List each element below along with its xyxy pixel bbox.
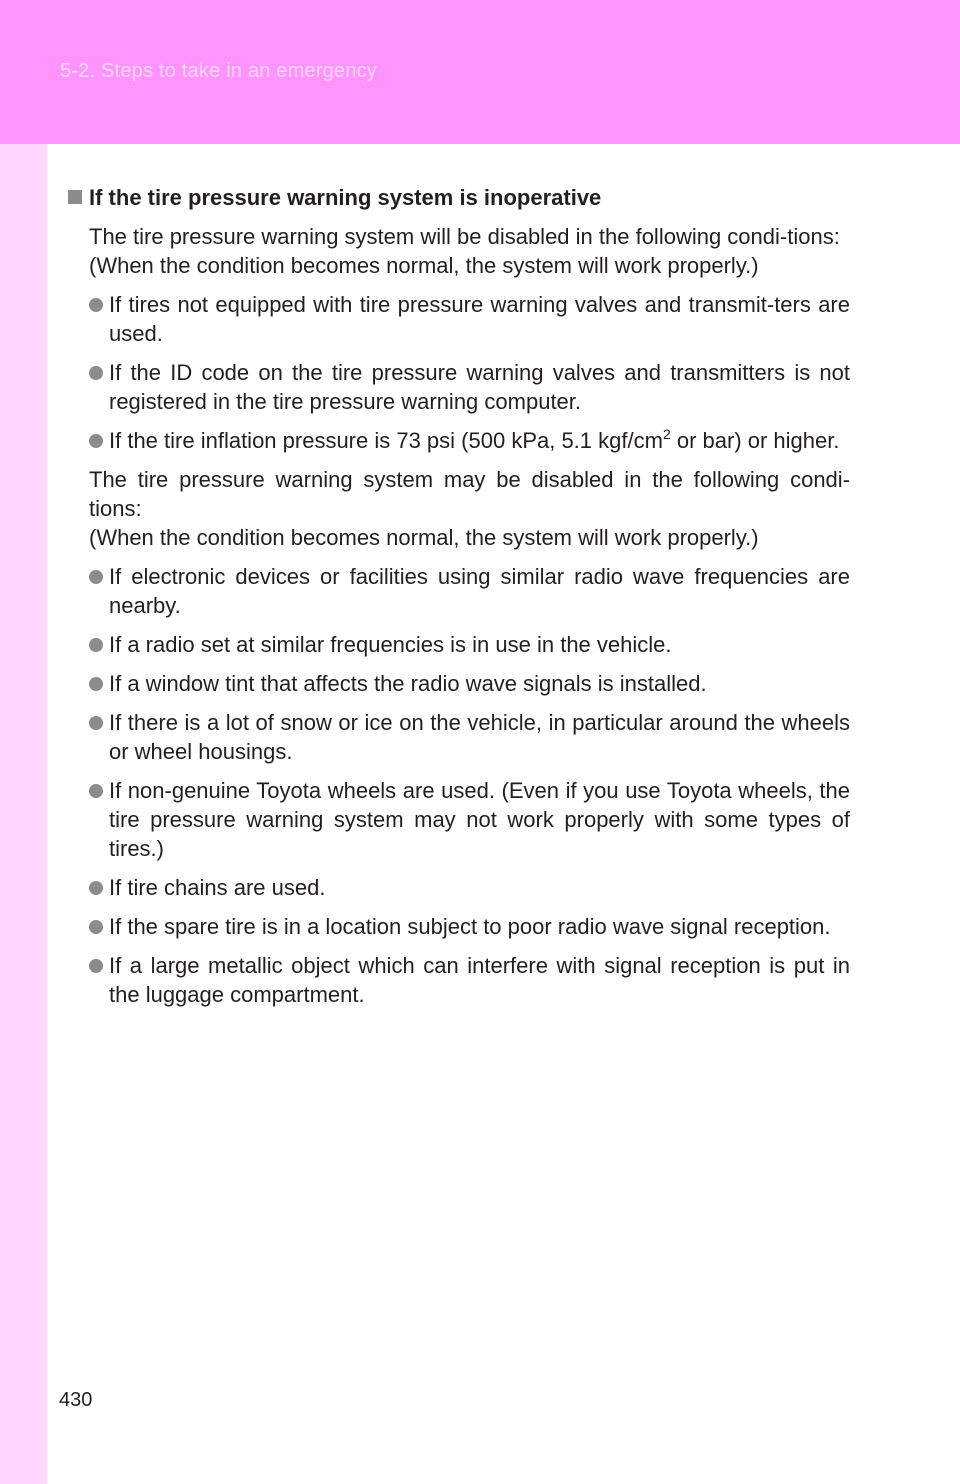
list-item — [89, 776, 850, 863]
square-bullet-icon — [68, 190, 82, 204]
intro-paragraph-note: (When the condition becomes normal, the system will work properly.) — [89, 253, 759, 278]
list-item-text: If a large metallic object which can interfere with signal reception is put in the luggage compartment. — [109, 953, 850, 1007]
circle-bullet-icon — [89, 716, 103, 730]
circle-bullet-icon — [89, 959, 103, 973]
page-content — [68, 183, 850, 1019]
circle-bullet-icon — [89, 366, 103, 380]
list-item-text: If a radio set at similar frequencies is in use in the vehicle. — [109, 632, 672, 657]
circle-bullet-icon — [89, 570, 103, 584]
list-item-text: If the ID code on the tire pressure warning valves and transmitters is not registered in the tire pressure warning computer. — [109, 360, 850, 414]
list-item-text-part: or bar) or higher. — [670, 428, 840, 453]
circle-bullet-icon — [89, 920, 103, 934]
list-item — [89, 290, 850, 348]
intro-paragraph-may-be-disabled — [89, 465, 850, 552]
circle-bullet-icon — [89, 298, 103, 312]
superscript: 2 — [662, 426, 671, 442]
list-item-text: If tires not equipped with tire pressure warning valves and transmit-ters are used. — [109, 292, 850, 346]
list-item — [89, 562, 850, 620]
circle-bullet-icon — [89, 638, 103, 652]
section-heading — [68, 183, 850, 212]
circle-bullet-icon — [89, 434, 103, 448]
header-band — [0, 0, 960, 144]
list-item — [89, 426, 850, 455]
list-item — [89, 708, 850, 766]
intro-paragraph-note: (When the condition becomes normal, the system will work properly.) — [89, 525, 759, 550]
list-item-text: If the spare tire is in a location subject to poor radio wave signal reception. — [109, 914, 831, 939]
circle-bullet-icon — [89, 881, 103, 895]
list-item — [89, 951, 850, 1009]
list-item-text: If there is a lot of snow or ice on the vehicle, in particular around the wheels or wheel housings. — [109, 710, 850, 764]
page-number: 430 — [59, 1389, 93, 1411]
circle-bullet-icon — [89, 784, 103, 798]
list-item — [89, 669, 850, 698]
section-heading-text: If the tire pressure warning system is inoperative — [89, 185, 602, 210]
section-breadcrumb: 5-2. Steps to take in an emergency — [60, 60, 377, 82]
list-item — [89, 873, 850, 902]
list-item — [89, 358, 850, 416]
intro-paragraph-text: The tire pressure warning system may be disabled in the following condi-tions: — [89, 467, 850, 521]
list-item-text-part: If the tire inflation pressure is 73 psi (500 kPa, 5.1 kgf/cm — [109, 428, 663, 453]
circle-bullet-icon — [89, 677, 103, 691]
list-item-text — [109, 426, 850, 455]
intro-paragraph-disabled — [89, 222, 850, 280]
list-item — [89, 912, 850, 941]
list-item-text: If electronic devices or facilities using similar radio wave frequencies are nearby. — [109, 564, 850, 618]
list-item — [89, 630, 850, 659]
list-item-text: If a window tint that affects the radio wave signals is installed. — [109, 671, 707, 696]
side-margin-band — [0, 144, 47, 1484]
list-item-text: If tire chains are used. — [109, 875, 326, 900]
list-item-text: If non-genuine Toyota wheels are used. (Even if you use Toyota wheels, the tire pressure warning system may not work properly with some types of tires.) — [109, 778, 850, 861]
intro-paragraph-text: The tire pressure warning system will be disabled in the following condi-tions: — [89, 224, 840, 249]
